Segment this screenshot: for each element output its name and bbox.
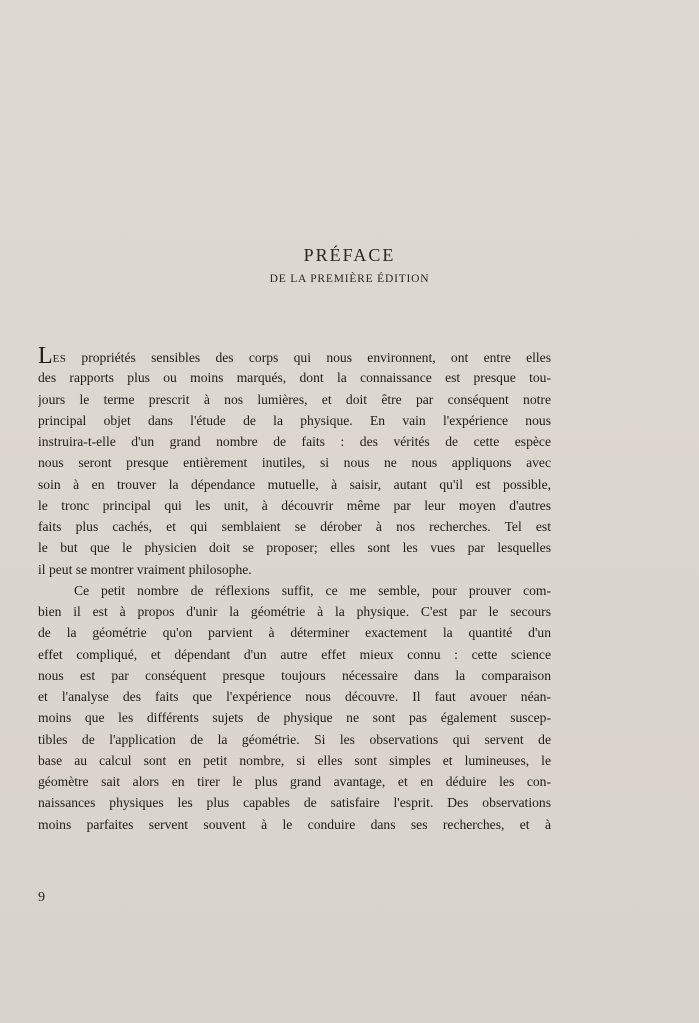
page-number: 9 <box>38 890 45 905</box>
text-line: bien il est à propos d'unir la géométrie à la physique. C'est par le secours <box>38 604 551 619</box>
text-line: des rapports plus ou moins marqués, dont la connaissance est presque tou- <box>38 370 551 386</box>
text-line: il peut se montrer vraiment philosophe. <box>38 561 252 577</box>
text-line: jours le terme prescrit à nos lumières, et doit être par conséquent notre <box>38 391 551 407</box>
text-line: nous est par conséquent presque toujours nécessaire dans la comparaison <box>38 667 551 683</box>
first-line-text: propriétés sensibles des corps qui nous environnent, ont entre elles <box>66 350 551 365</box>
text-line: moins parfaites servent souvent à le conduire dans ses recherches, et à <box>38 816 551 832</box>
text-line: faits plus cachés, et qui semblaient se dérober à nos recherches. Tel est <box>38 519 551 534</box>
text-line: le but que le physicien doit se proposer; elles sont les vues par lesquelles <box>38 540 551 556</box>
text-line: principal objet dans l'étude de la physique. En vain l'expérience nous <box>38 412 551 428</box>
text-line: effet compliqué, et dépendant d'un autre effet mieux connu : cette science <box>38 646 551 662</box>
text-line: de la géométrie qu'on parvient à déterminer exactement la quantité d'un <box>38 625 551 641</box>
text-line: le tronc principal qui les unit, à découvrir même par leur moyen d'autres <box>38 497 551 513</box>
page-title: PRÉFACE <box>303 245 396 265</box>
text-line: moins que les différents sujets de physique ne sont pas également suscep- <box>38 710 551 726</box>
text-line: et l'analyse des faits que l'expérience nous découvre. Il faut avouer néan- <box>38 689 551 704</box>
text-line: Ce petit nombre de réflexions suffit, ce me semble, pour prouver com- <box>74 582 551 598</box>
text-line: naissances physiques les plus capables de satisfaire l'esprit. Des observations <box>38 795 551 811</box>
text-line: géomètre sait alors en tirer le plus grand avantage, et en déduire les con- <box>38 774 551 789</box>
text-line: base au calcul sont en petit nombre, si elles sont simples et lumineuses, le <box>38 752 551 768</box>
drop-cap: L <box>38 346 53 368</box>
paragraph-1-line-1 <box>38 346 551 367</box>
page-subtitle: DE LA PREMIÈRE ÉDITION <box>269 273 430 285</box>
text-line: tibles de l'application de la géométrie. Si les observations qui servent de <box>38 731 551 747</box>
text-line: instruira-t-elle d'un grand nombre de faits : des vérités de cette espèce <box>38 434 551 449</box>
small-caps-text: ES <box>52 353 67 365</box>
text-line: nous seront presque entièrement inutiles, si nous ne nous appliquons avec <box>38 455 551 471</box>
body-text <box>38 346 551 835</box>
text-line: soin à en trouver la dépendance mutuelle, à saisir, autant qu'il est possible, <box>38 476 551 492</box>
